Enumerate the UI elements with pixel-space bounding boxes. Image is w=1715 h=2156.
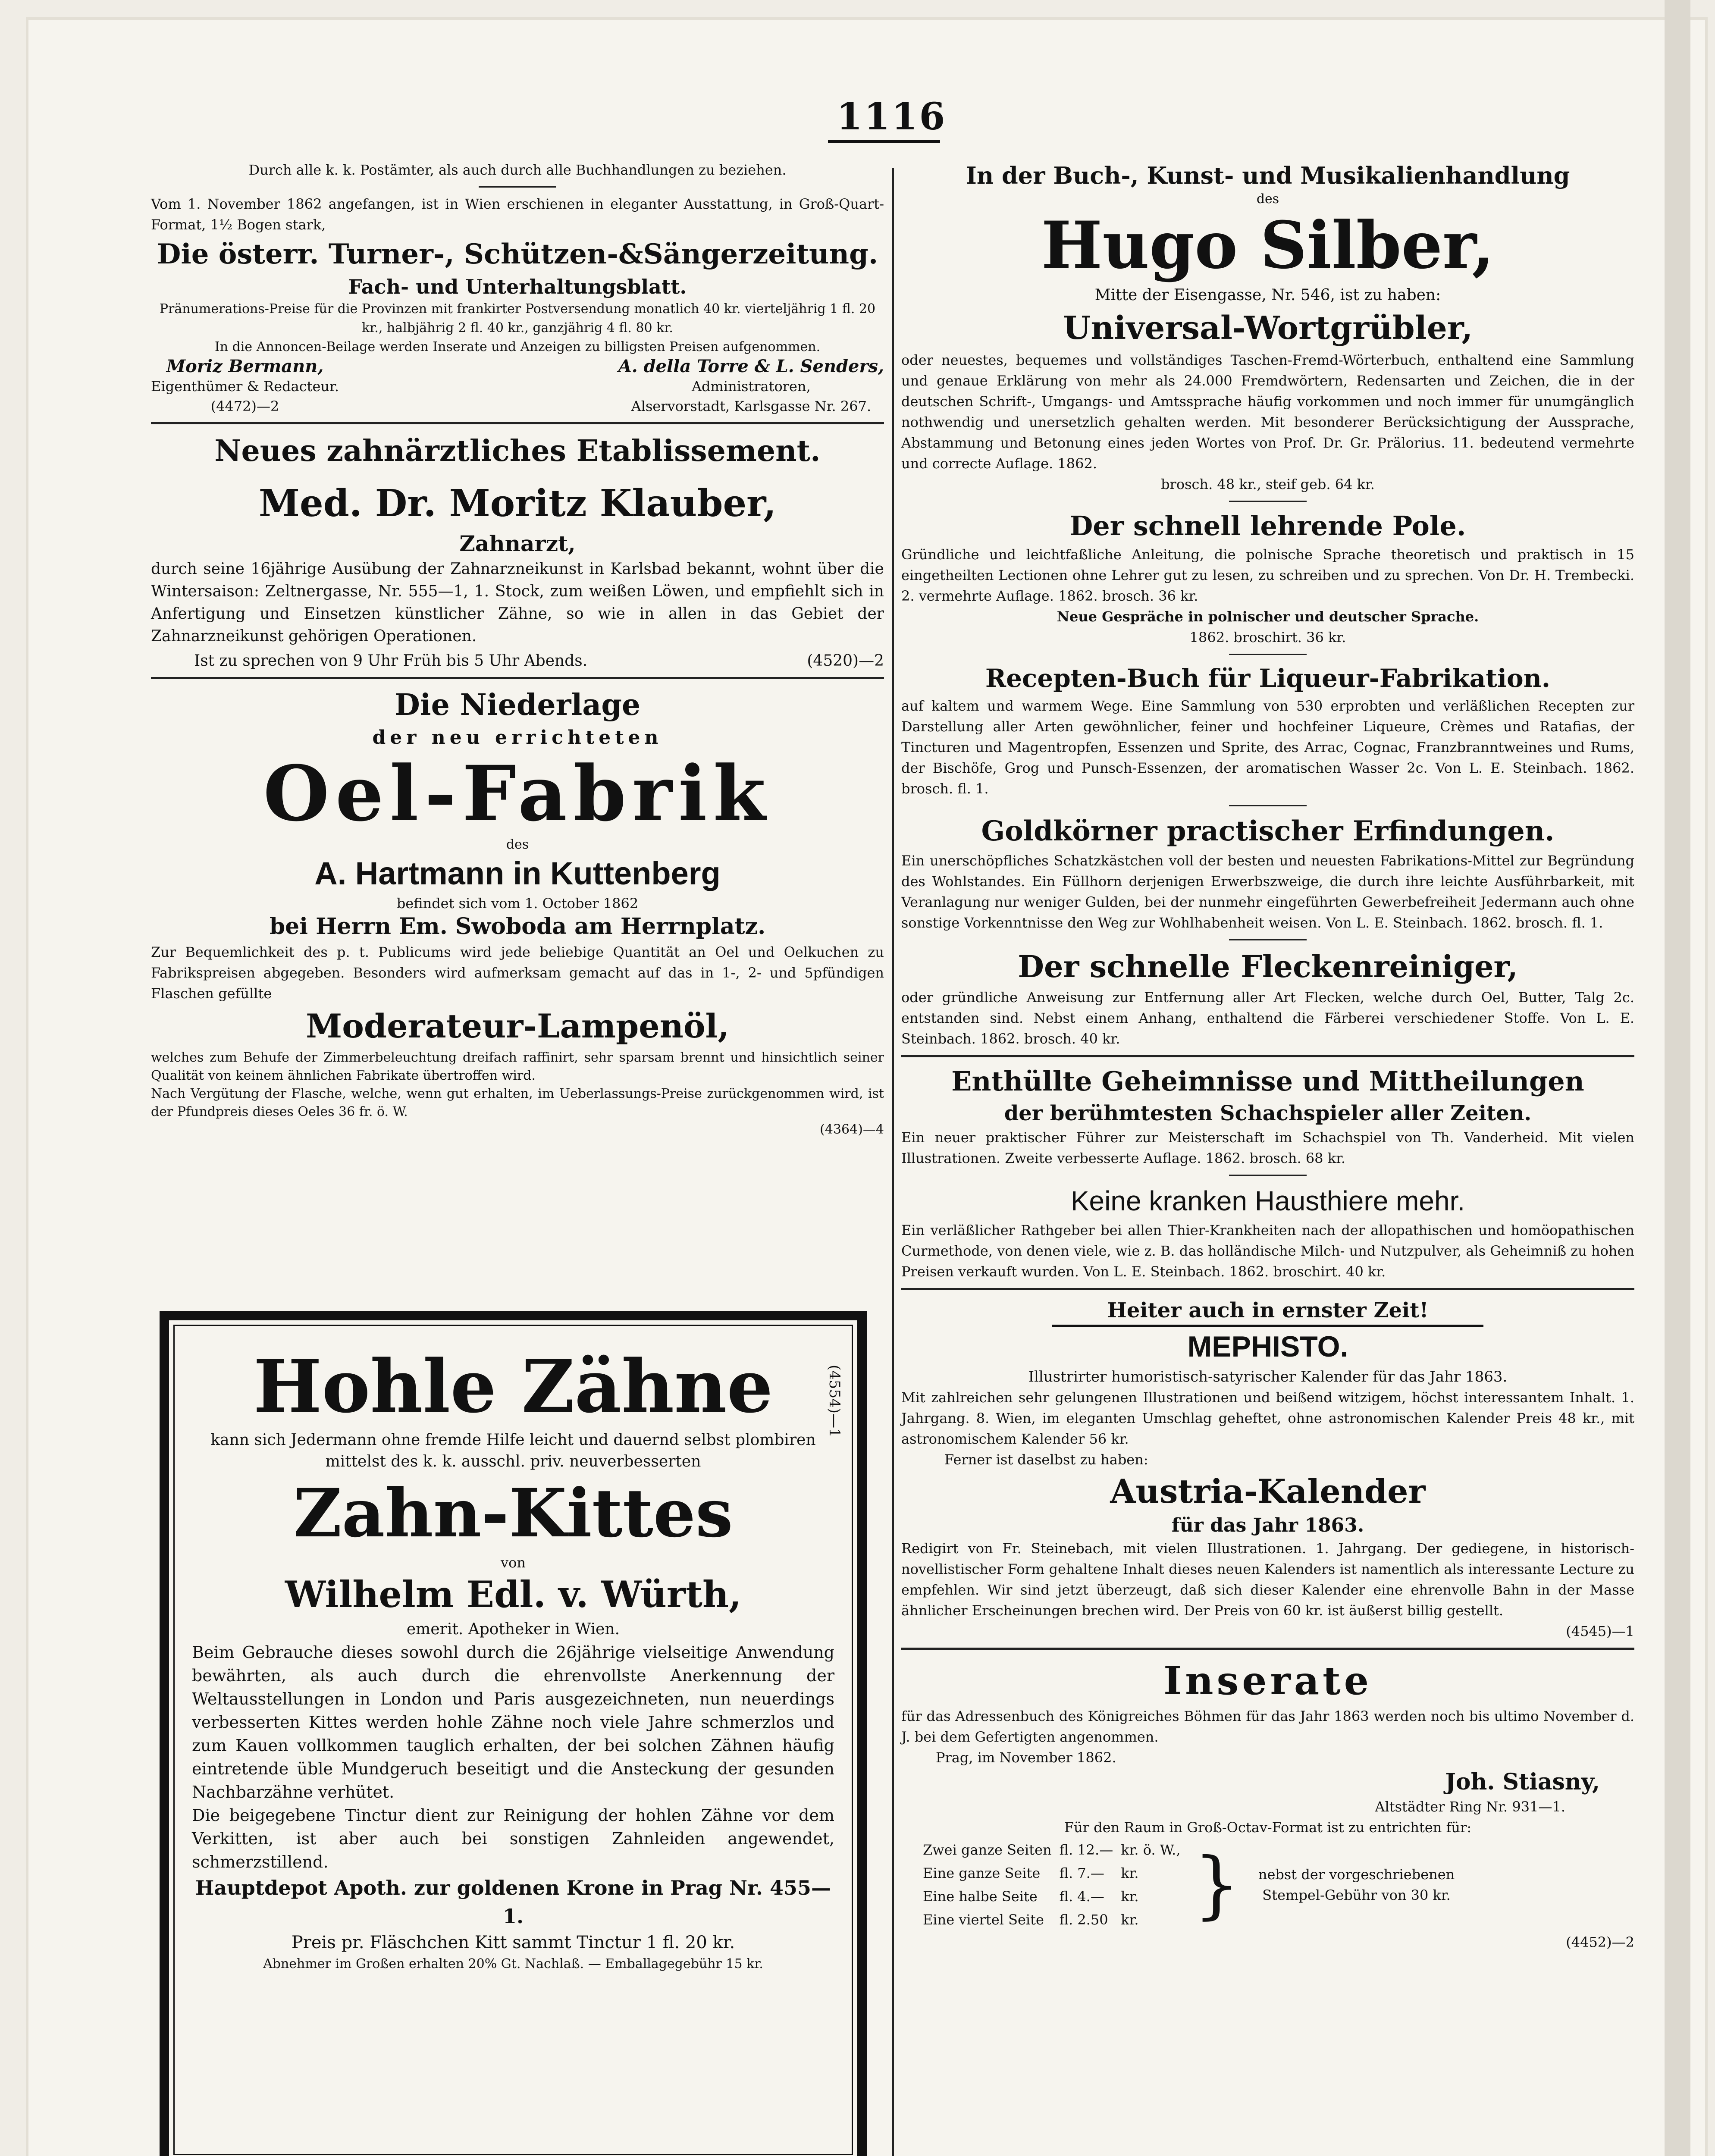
turner-top-note: Durch alle k. k. Postämter, als auch durch alle Buchhandlungen zu beziehen. xyxy=(248,162,787,178)
oel-body: Zur Bequemlichkeit des p. t. Publicums wird jede beliebige Quantität an Oel und Oelkuchen zu Fabrikspreisen abgegeben. Besonders wird aufmerksam gemacht auf das in 1-, 2- und 5pfündigen Flaschen gefüllte xyxy=(151,944,884,1002)
mephisto-sub: Illustrirter humoristisch-satyrischer Kalender für das Jahr 1863. xyxy=(1028,1368,1508,1385)
zahn-price: Preis pr. Fläschchen Kitt sammt Tinctur 1 fl. 20 kr. xyxy=(291,1933,735,1952)
page-number-rule xyxy=(828,140,940,143)
turner-admin-address: Alservorstadt, Karlsgasse Nr. 267. xyxy=(631,398,872,414)
zahn-maker-role: emerit. Apotheker in Wien. xyxy=(406,1620,620,1638)
austria-sub: für das Jahr 1863. xyxy=(1171,1514,1364,1536)
right-column xyxy=(901,160,1634,1952)
turner-appendix: In die Annoncen-Beilage werden Inserate und Anzeigen zu billigsten Preisen aufgenommen. xyxy=(214,339,821,354)
silber-advert xyxy=(901,160,1634,307)
turner-intro: Vom 1. November 1862 angefangen, ist in Wien erschienen in eleganter Ausstattung, in Groß-Quart-Format, 1½ Bogen stark, xyxy=(151,196,884,233)
page-number: 1116 xyxy=(837,95,947,138)
zahn-maker: Wilhelm Edl. v. Würth, xyxy=(285,1573,742,1616)
schach-title: Enthüllte Geheimnisse und Mittheilungen xyxy=(951,1065,1584,1097)
inserate-signer: Joh. Stiasny, xyxy=(1445,1769,1600,1795)
oel-since: befindet sich vom 1. October 1862 xyxy=(396,895,639,912)
hausthiere-advert xyxy=(901,1182,1634,1282)
divider xyxy=(1229,654,1307,655)
mephisto-title: MEPHISTO. xyxy=(1187,1330,1348,1363)
price-cell-label: Eine halbe Seite xyxy=(923,1888,1038,1905)
price-row xyxy=(919,1885,1184,1908)
wort-price: brosch. 48 kr., steif geb. 64 kr. xyxy=(1161,476,1375,492)
zahn-kitt-advert-box xyxy=(160,1311,867,2156)
mephisto-body: Mit zahlreichen sehr gelungenen Illustrationen und beißend witzigem, höchst interessantem Inhalt. 1. Jahrgang. 8. Wien, im eleganten Umschlag geheftet, ohne astronomischen Kalender Preis 48 kr., mit astronomischem Kalender 56 kr. xyxy=(901,1389,1634,1447)
divider xyxy=(479,186,556,188)
divider xyxy=(151,677,884,679)
price-cell-fl: fl. 7.— xyxy=(1059,1865,1104,1881)
price-cell-label: Eine viertel Seite xyxy=(923,1912,1044,1928)
pole-sub-price: 1862. broschirt. 36 kr. xyxy=(1189,629,1346,646)
schach-body: Ein neuer praktischer Führer zur Meisterschaft im Schachspiel von Th. Vanderheid. Mit vielen Illustrationen. Zweite verbesserte Auflage. 1862. brosch. 68 kr. xyxy=(901,1129,1634,1166)
turner-signature-row xyxy=(151,357,884,416)
left-column xyxy=(151,160,884,1138)
silber-des: des xyxy=(1256,191,1279,207)
price-cell-label: Eine ganze Seite xyxy=(923,1865,1041,1881)
zahn-von: von xyxy=(501,1554,526,1571)
divider xyxy=(1229,1175,1307,1176)
zahn-product: Zahn-Kittes xyxy=(293,1474,733,1552)
inserate-title: Inserate xyxy=(1163,1658,1373,1704)
flecken-advert xyxy=(901,946,1634,1049)
divider xyxy=(151,422,884,424)
divider xyxy=(1229,939,1307,940)
schach-advert xyxy=(901,1063,1634,1169)
oel-des: des xyxy=(506,837,529,852)
turner-title: Die österr. Turner-, Schützen-&Sängerzeitung. xyxy=(157,238,878,270)
zahnarzt-title: Neues zahnärztliches Etablissement. xyxy=(214,434,821,468)
turner-code: (4472)—2 xyxy=(210,398,279,414)
price-cell-kr: kr. ö. W., xyxy=(1121,1842,1181,1858)
price-cell-fl: fl. 2.50 xyxy=(1059,1912,1108,1928)
price-cell-fl: fl. 4.— xyxy=(1059,1888,1104,1905)
silber-intro: In der Buch-, Kunst- und Musikalienhandlung xyxy=(966,162,1570,189)
zahn-depot: Hauptdepot Apoth. zur goldenen Krone in Prag Nr. 455—1. xyxy=(195,1876,831,1928)
oel-product: Moderateur-Lampenöl, xyxy=(306,1007,729,1045)
divider xyxy=(1229,805,1307,806)
schach-sub: der berühmtesten Schachspieler aller Zeiten. xyxy=(1004,1101,1532,1125)
inserate-body: für das Adressenbuch des Königreiches Böhmen für das Jahr 1863 werden noch bis ultimo November d. J. bei dem Gefertigten angenommen. xyxy=(901,1708,1634,1745)
price-row xyxy=(919,1908,1184,1931)
inserate-code: (4452)—2 xyxy=(1566,1934,1634,1950)
inserate-table-intro: Für den Raum in Groß-Octav-Format ist zu entrichten für: xyxy=(1064,1819,1472,1836)
zahnarzt-code: (4520)—2 xyxy=(807,652,884,670)
price-cell-kr: kr. xyxy=(1121,1912,1139,1928)
wortgruebler-advert xyxy=(901,307,1634,495)
austria-advert xyxy=(901,1470,1634,1642)
zahn-body2: Die beigegebene Tinctur dient zur Reinigung der hohlen Zähne vor dem Verkitten, ist aber auch bei sonstigen Zahnleiden angewendet, schmerzstillend. xyxy=(192,1806,834,1871)
gold-advert xyxy=(901,812,1634,933)
inserate-note: nebst der vorgeschriebenen Stempel-Gebühr von 30 kr. xyxy=(1258,1866,1455,1903)
zahn-intro: kann sich Jedermann ohne fremde Hilfe leicht und dauernd selbst plombiren mittelst des k. k. ausschl. priv. neuverbesserten xyxy=(210,1431,816,1470)
turner-advert xyxy=(151,160,884,416)
column-divider xyxy=(892,168,894,2156)
zahn-body: Beim Gebrauche dieses sowohl durch die 26jährige vielseitige Anwendung bewährten, als auch durch die ehrenvollste Anerkennung der Weltausstellungen in London und Paris ausgezeichneten, nun neuerdings verbesserten Kittes werden hohle Zähne noch viele Jahre schmerzlos und zum Kauen vollkommen tauglich erhalten, der bei solchen Zähnen häufig eintretende üble Mundgeruch beseitigt und die Ansteckung der gesunden Nachbarzähne verhütet. xyxy=(192,1643,834,1802)
zahnarzt-hours-row xyxy=(151,651,884,671)
oel-line1: Die Niederlage xyxy=(394,688,641,722)
inserate-rows xyxy=(919,1839,1184,1931)
price-cell-fl: fl. 12.— xyxy=(1059,1842,1113,1858)
turner-admin xyxy=(618,357,884,416)
flecken-body: oder gründliche Anweisung zur Entfernung aller Art Flecken, welche durch Oel, Butter, Talg 2c. entstanden sind. Nebst einem Anhang, enthaltend die Färberei verschiedener Stoffe. Von L. E. Steinbach. 1862. brosch. 40 kr. xyxy=(901,989,1634,1047)
oel-body3: Nach Vergütung der Flasche, welche, wenn gut erhalten, im Ueberlassungs-Preise zurückgenommen wird, ist der Pfundpreis dieses Oeles 36 fr. ö. W. xyxy=(151,1086,884,1119)
zahnarzt-profession: Zahnarzt, xyxy=(459,531,576,556)
inserate-advert xyxy=(901,1656,1634,1952)
haus-body: Ein verläßlicher Rathgeber bei allen Thier-Krankheiten nach der allopathischen und homöopathischen Curmethode, von denen viele, wie z. B. das holländische Milch- und Nutzpulver, als Geheimniß zu hohen Preisen verkauft wurden. Von L. E. Steinbach. 1862. broschirt. 40 kr. xyxy=(901,1222,1634,1280)
austria-title: Austria-Kalender xyxy=(1110,1472,1426,1510)
divider xyxy=(901,1648,1634,1650)
zahn-side-code: (4554)—1 xyxy=(826,1365,843,1438)
oel-line2: der neu errichteten xyxy=(372,727,663,749)
austria-code: (4545)—1 xyxy=(1566,1623,1634,1639)
oel-advert xyxy=(151,685,884,1138)
liqueur-title: Recepten-Buch für Liqueur-Fabrikation. xyxy=(985,664,1551,693)
inserate-brace: } xyxy=(1193,1842,1240,1927)
oel-owner: A. Hartmann in Kuttenberg xyxy=(314,856,721,891)
pole-title: Der schnell lehrende Pole. xyxy=(1069,510,1466,542)
turner-admin-role: Administratoren, xyxy=(691,378,811,395)
pole-body: Gründliche und leichtfaßliche Anleitung, die polnische Sprache theoretisch und praktisch in 15 eingetheilten Lectionen ohne Lehrer gut zu lesen, zu schreiben und zu sprechen. Von Dr. H. Trembecki. 2. vermehrte Auflage. 1862. brosch. 36 kr. xyxy=(901,546,1634,604)
gold-title: Goldkörner practischer Erfindungen. xyxy=(981,815,1555,847)
inserate-place-date: Prag, im November 1862. xyxy=(936,1749,1116,1766)
mephisto-more: Ferner ist daselbst zu haben: xyxy=(944,1451,1148,1468)
turner-admin-names: A. della Torre & L. Senders, xyxy=(618,356,884,376)
divider xyxy=(901,1288,1634,1290)
book-spine xyxy=(1665,0,1690,2156)
turner-prices: Pränumerations-Preise für die Provinzen mit frankirter Postversendung monatlich 40 kr. vierteljährig 1 fl. 20 kr., halbjährig 2 fl. 40 kr., ganzjährig 4 fl. 80 kr. xyxy=(159,301,876,335)
turner-subtitle: Fach- und Unterhaltungsblatt. xyxy=(348,275,687,298)
wort-title: Universal-Wortgrübler, xyxy=(1063,310,1473,347)
zahn-title: Hohle Zähne xyxy=(253,1344,773,1429)
mephisto-banner: Heiter auch in ernster Zeit! xyxy=(1052,1296,1483,1327)
austria-body: Redigirt von Fr. Steinebach, mit vielen Illustrationen. 1. Jahrgang. Der gediegene, in historisch-novellistischer Form gehaltene Inhalt dieses neuen Kalenders ist namentlich als interessante Lecture zu empfehlen. Wir sind jetzt überzeugt, daß sich dieser Kalender eine ehrenvolle Bahn in der Masse ähnlicher Erscheinungen brechen wird. Der Preis von 60 kr. ist äußerst billig gestellt. xyxy=(901,1540,1634,1619)
oel-body2: welches zum Behufe der Zimmerbeleuchtung dreifach raffinirt, sehr sparsam brennt und hinsichtlich seiner Qualität von keinem ähnlichen Fabrikate übertroffen wird. xyxy=(151,1050,884,1083)
divider xyxy=(1229,501,1307,502)
zahnarzt-body: durch seine 16jährige Ausübung der Zahnarzneikunst in Karlsbad bekannt, wohnt über die Wintersaison: Zeltnergasse, Nr. 555—1, 1. Stock, zum weißen Löwen, und empfiehlt sich in Anfertigung und Einsetzen künstlicher Zähne, so wie in allen in das Gebiet der Zahnarzneikunst gehörigen Operationen. xyxy=(151,560,884,645)
oel-location: bei Herrn Em. Swoboda am Herrnplatz. xyxy=(269,913,766,940)
price-cell-label: Zwei ganze Seiten xyxy=(923,1842,1052,1858)
pole-advert xyxy=(901,508,1634,648)
zahnarzt-hours: Ist zu sprechen von 9 Uhr Früh bis 5 Uhr Abends. xyxy=(194,652,588,670)
haus-title: Keine kranken Hausthiere mehr. xyxy=(1070,1185,1465,1216)
wort-body: oder neuestes, bequemes und vollständiges Taschen-Fremd-Wörterbuch, enthaltend eine Sammlung und genaue Erklärung von mehr als 24.000 Fremdwörtern, Redensarten und Zeichen, die in der deutschen Schrift-, Umgangs- und Amtssprache häufig vorkommen und noch immer für unumgänglich nothwendig und unersetzlich gehalten werden. Mit besonderer Berücksichtigung der Aussprache, Abstammung und Betonung eines jeden Wortes von Prof. Dr. Gr. Prälorius. 11. bedeutend vermehrte und correcte Auflage. 1862. xyxy=(901,352,1634,472)
silber-name: Hugo Silber, xyxy=(1041,207,1495,283)
oel-title: Oel-Fabrik xyxy=(263,749,772,838)
oel-code: (4364)—4 xyxy=(820,1122,884,1137)
gold-body: Ein unerschöpfliches Schatzkästchen voll der besten und neuesten Fabrikations-Mittel zur Begründung des Wohlstandes. Ein Füllhorn derjenigen Erwerbszweige, die durch ihre leichte Ausführbarkeit, mit Veranlagung nur weniger Gulden, bei der nunmehr eingeführten Gewerbefreiheit Jedermann auch ohne sonstige Vorkenntnisse den Weg zur Wohlhabenheit weisen. Von L. E. Steinbach. 1862. brosch. fl. 1. xyxy=(901,852,1634,931)
zahnarzt-advert xyxy=(151,430,884,671)
turner-owner-name: Moriz Bermann, xyxy=(166,356,324,376)
turner-owner xyxy=(151,357,339,416)
price-cell-kr: kr. xyxy=(1121,1865,1139,1881)
pole-sub: Neue Gespräche in polnischer und deutscher Sprache. xyxy=(1057,608,1479,625)
price-row xyxy=(919,1862,1184,1884)
liqueur-advert xyxy=(901,661,1634,799)
inserate-price-table xyxy=(919,1838,1185,1932)
zahn-wholesale: Abnehmer im Großen erhalten 20% Gt. Nachlaß. — Emballagegebühr 15 kr. xyxy=(263,1956,763,1971)
inserate-price-block xyxy=(901,1838,1634,1932)
mephisto-advert xyxy=(901,1296,1634,1470)
price-cell-kr: kr. xyxy=(1121,1888,1139,1905)
zahn-kitt-inner-frame xyxy=(173,1325,853,2155)
liqueur-body: auf kaltem und warmem Wege. Eine Sammlung von 530 erprobten und verläßlichen Recepten zur Darstellung aller Arten gewöhnlicher, feiner und hochfeiner Liqueure, Crèmes und Ratafias, der Tincturen und Magentropfen, Essenzen und Sprite, des Arrac, Cognac, Franzbranntweines und Rums, der Bischöfe, Grog und Punsch-Essenzen, der aromatischen Wasser 2c. Von L. E. Steinbach. 1862. brosch. fl. 1. xyxy=(901,698,1634,797)
silber-address: Mitte der Eisengasse, Nr. 546, ist zu haben: xyxy=(1094,286,1441,304)
turner-owner-role: Eigenthümer & Redacteur. xyxy=(151,378,339,395)
flecken-title: Der schnelle Fleckenreiniger, xyxy=(1018,949,1518,984)
price-row xyxy=(919,1839,1184,1861)
inserate-signer-address: Altstädter Ring Nr. 931—1. xyxy=(1375,1799,1565,1815)
divider xyxy=(901,1055,1634,1057)
zahnarzt-name: Med. Dr. Moritz Klauber, xyxy=(258,482,777,525)
